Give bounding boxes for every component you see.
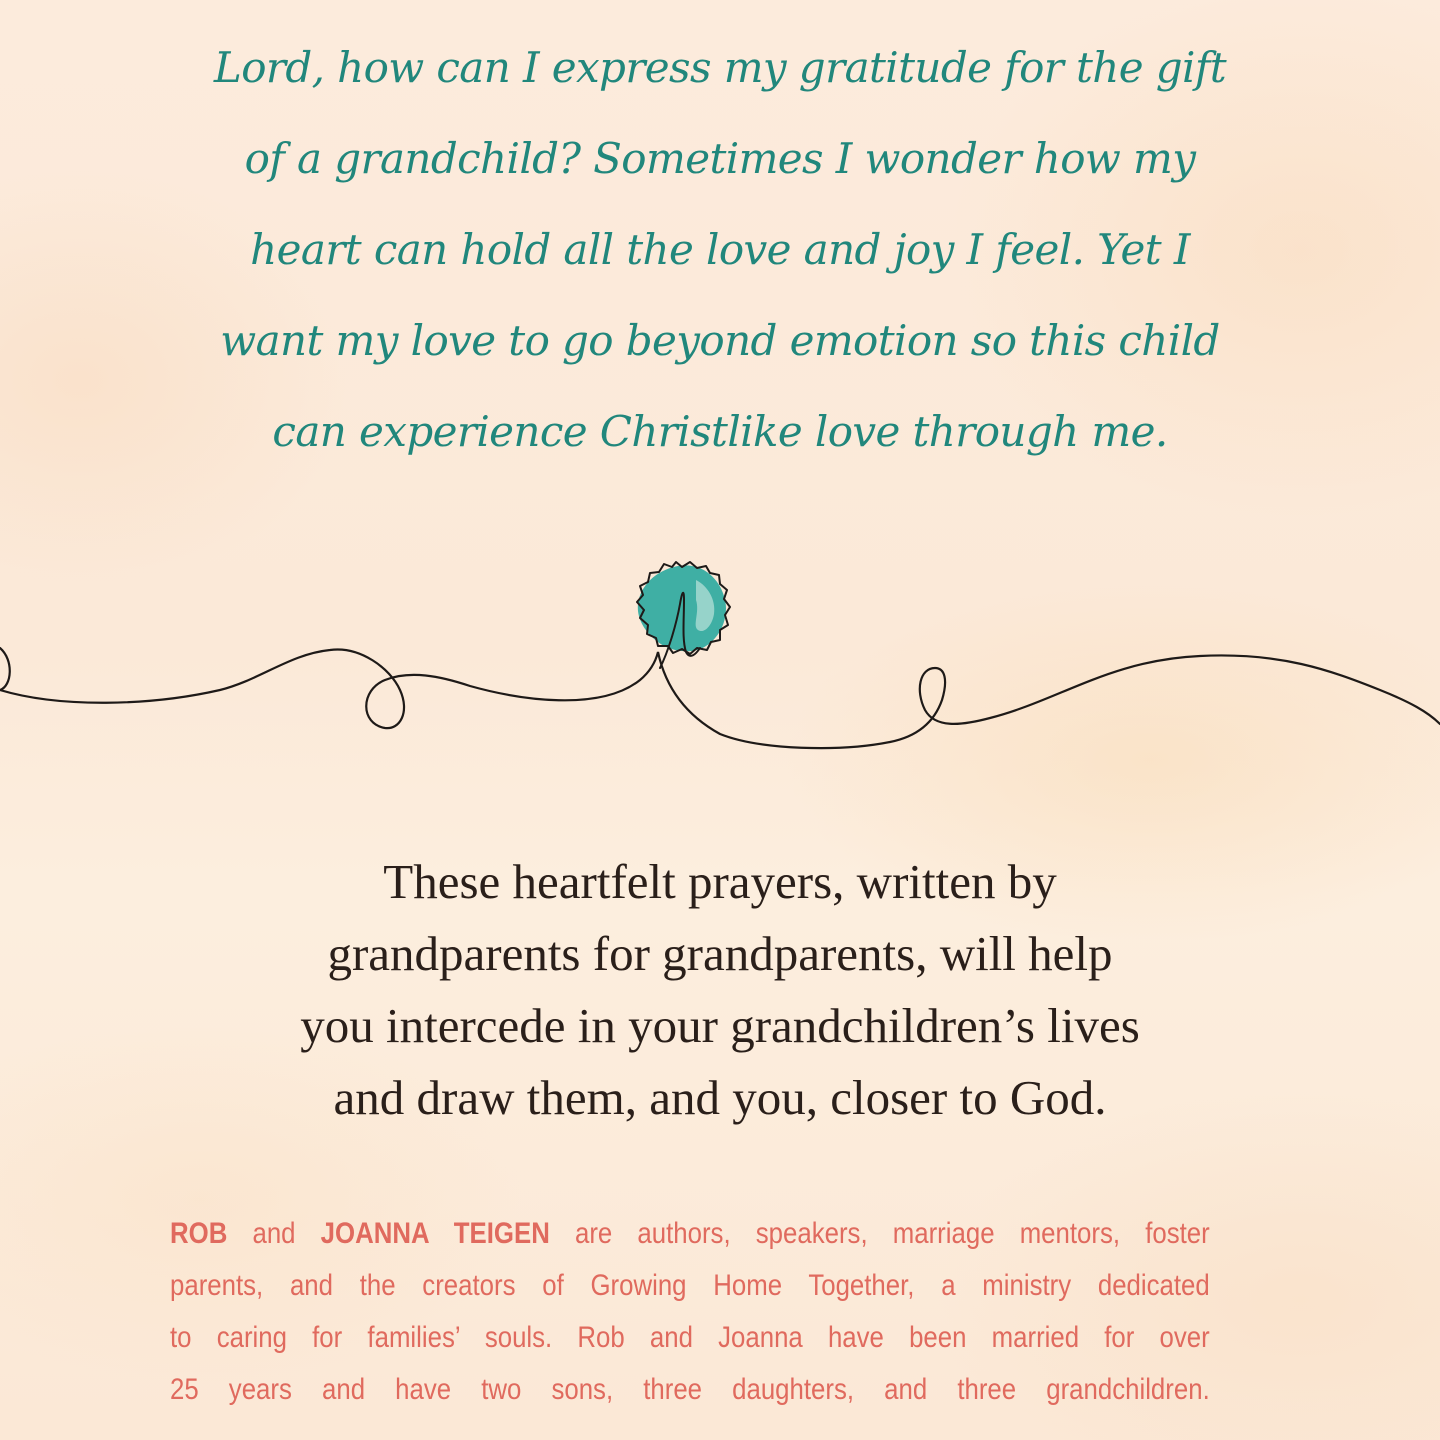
prayer-line: want my love to go beyond emotion so this child xyxy=(220,316,1220,365)
prayer-line: heart can hold all the love and joy I feel. Yet I xyxy=(250,225,1190,274)
prayer-line: can experience Christlike love through me. xyxy=(272,407,1168,456)
bio-text: and xyxy=(227,1217,321,1250)
author-name-rob: ROB xyxy=(170,1217,228,1250)
author-name-joanna: JOANNA TEIGEN xyxy=(320,1217,550,1250)
author-bio xyxy=(170,1208,1210,1416)
bio-text: are authors, speakers, marriage mentors, foster xyxy=(549,1217,1210,1250)
bio-line xyxy=(170,1208,1210,1260)
bio-line: 25 years and have two sons, three daughters, and three grandchildren. xyxy=(170,1373,1210,1406)
flourish-line xyxy=(0,648,1440,748)
decorative-divider xyxy=(0,540,1440,780)
bio-line: to caring for families’ souls. Rob and Joanna have been married for over xyxy=(170,1321,1210,1354)
description-line: grandparents for grandparents, will help xyxy=(327,926,1113,981)
description-line: These heartfelt prayers, written by xyxy=(383,854,1057,909)
bio-line: parents, and the creators of Growing Home Together, a ministry dedicated xyxy=(170,1269,1210,1302)
prayer-excerpt xyxy=(0,22,1440,477)
book-description xyxy=(0,846,1440,1134)
prayer-line: of a grandchild? Sometimes I wonder how my xyxy=(244,134,1196,183)
leaf-icon xyxy=(637,562,730,668)
prayer-line: Lord, how can I express my gratitude for the gift xyxy=(213,43,1227,92)
description-line: and draw them, and you, closer to God. xyxy=(333,1070,1107,1125)
description-line: you intercede in your grandchildren’s lives xyxy=(300,998,1140,1053)
